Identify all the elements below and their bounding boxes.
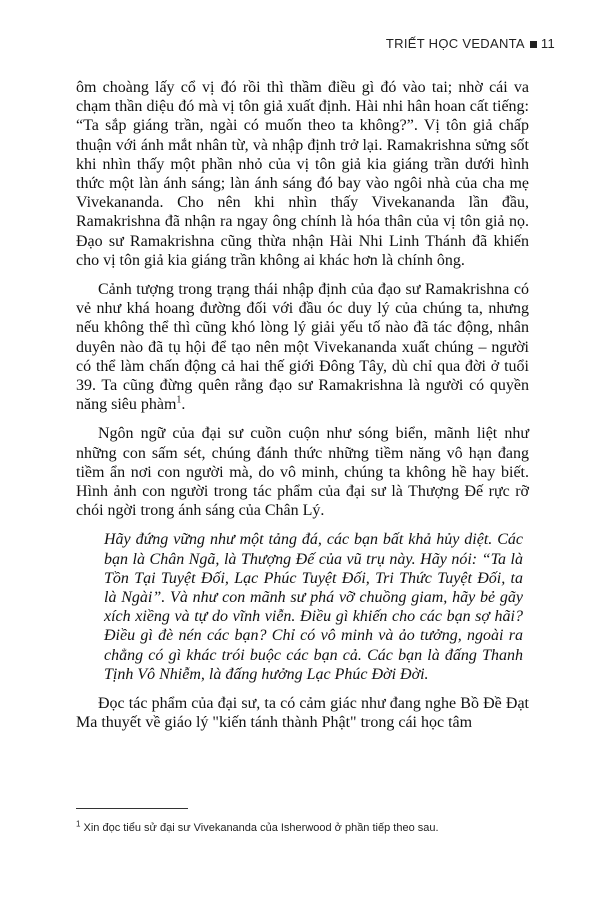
paragraph-2-end: . bbox=[181, 396, 186, 414]
page-number: 11 bbox=[540, 36, 555, 51]
paragraph-2 bbox=[76, 280, 529, 414]
footnote-number: 1 bbox=[76, 819, 81, 829]
block-quote: Hãy đứng vững như một tảng đá, các bạn bất khả hủy diệt. Các bạn là Chân Ngã, là Thượng Đế của vũ trụ này. Hãy nói: “Ta là Tồn Tại Tuyệt Đối, Lạc Phúc Tuyệt Đối, Tri Thức Tuyệt Đối, ta là Ngài”. Và như con mãnh sư phá vỡ chuồng giam, hãy bẻ gãy xích xiềng và tự do vĩnh viễn. Điều gì khiến cho các bạn sợ hãi? Điều gì đè nén các bạn? Chỉ có vô minh và ảo tưởng, ngoài ra chẳng có gì khác trói buộc các bạn cả. Các bạn là đấng Thanh Tịnh Vô Nhiễm, là đấng hưởng Lạc Phúc Đời Đời. bbox=[104, 531, 523, 683]
body-text bbox=[76, 78, 529, 743]
footnote bbox=[76, 819, 546, 834]
running-header bbox=[386, 36, 555, 51]
paragraph-2-text: Cảnh tượng trong trạng thái nhập định của đạo sư Ramakrishna có vẻ như khá hoang đường đối với đầu óc duy lý của chúng ta, nhưng nếu không thể thì cũng khó lòng lý giải yếu tố nào đã tác động, nhân duyên nào đã tụ hội để tạo nên một Vivekananda xuất chúng – người có thể làm chấn động cả hai thế giới Đông Tây, dù chỉ qua đời ở tuổi 39. Ta cũng đừng quên rằng đạo sư Ramakrishna là người có quyền năng siêu phàm bbox=[76, 281, 529, 414]
footnote-ref[interactable]: 1 bbox=[176, 394, 182, 406]
paragraph-1: ôm choàng lấy cổ vị đó rồi thì thầm điều gì đó vào tai; nhờ cái va chạm thần diệu đó mà vị tôn giả xuất định. Hài nhi hân hoan cất tiếng: “Ta sắp giáng trần, ngài có muốn theo ta không?”. Vị tôn giả chấp thuận với ánh mắt nhân từ, và nhập định trở lại. Ramakrishna sửng sốt khi nhìn thấy một phần nhỏ của vị tôn giả kia giáng trần dưới hình thức một làn ánh sáng; làn ánh sáng đó bay vào ngôi nhà của cha mẹ Vivekananda. Cho nên khi nhìn thấy Vivekananda lần đầu, Ramakrishna đã nhận ra ngay ông chính là hóa thân của vị tôn giả nọ. Đạo sư Ramakrishna cũng thừa nhận Hài Nhi Linh Thánh đã khiến cho vị tôn giả kia giáng trần không ai khác hơn là chính ông. bbox=[76, 79, 529, 269]
footnote-divider bbox=[76, 808, 188, 809]
paragraph-3: Ngôn ngữ của đại sư cuồn cuộn như sóng biển, mãnh liệt như những con sấm sét, chúng đánh thức những tiềm năng vô hạn đang tiềm ẩn nơi con người mà, do vô minh, chúng ta không hề hay biết. Hình ảnh con người trong tác phẩm của đại sư là Thượng Đế rực rỡ chói ngời trong ánh sáng của Chân Lý. bbox=[76, 425, 529, 520]
paragraph-4: Đọc tác phẩm của đại sư, ta có cảm giác như đang nghe Bồ Đề Đạt Ma thuyết về giáo lý "kiến tánh thành Phật" trong cái học tâm bbox=[76, 695, 529, 732]
footnote-text: Xin đọc tiểu sử đại sư Vivekananda của Isherwood ở phần tiếp theo sau. bbox=[80, 822, 439, 834]
square-bullet-icon bbox=[530, 41, 537, 48]
header-title: TRIẾT HỌC VEDANTA bbox=[385, 36, 525, 51]
